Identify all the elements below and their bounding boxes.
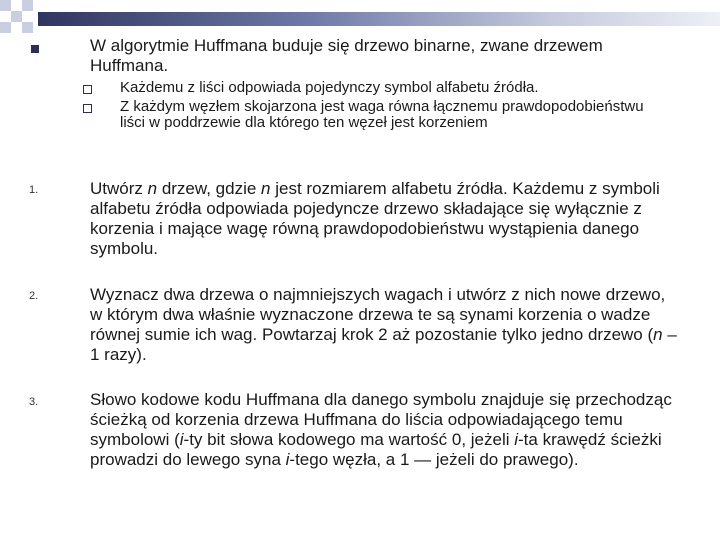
deco-square [0, 22, 11, 33]
step-text-italic: n [147, 179, 158, 198]
step-text-part: – 1 razy). [90, 325, 677, 364]
step-number: 2. [29, 290, 39, 302]
subitem-text: Z każdym węzłem skojarzona jest waga równa łącznemu prawdopodobieństwu liści w poddrzewie dla którego ten węzeł jest korzeniem [120, 98, 644, 131]
step-text-italic: n [261, 179, 271, 198]
deco-square [0, 0, 11, 11]
subitem-text: Każdemu z liści odpowiada pojedynczy symbol alfabetu źródła. [120, 79, 539, 96]
step-number: 3. [29, 396, 39, 408]
step-text-part: Wyznacz dwa drzewa o najmniejszych wagach i utwórz z nich nowe drzewo, w którym dwa właśnie wyznaczone drzewa te są synami korzenia o wadze równej sumie ich wag. Powtarzaj krok 2 aż pozostanie tylko jedno drzewo ( [90, 285, 666, 344]
step-text [90, 285, 680, 365]
step-text [90, 179, 680, 259]
step-text-italic: i [285, 450, 290, 469]
square-bullet-icon [31, 45, 39, 53]
hollow-square-bullet-icon [83, 85, 92, 94]
step-text-part: -ta krawędź ścieżki prowadzi do lewego syna [90, 430, 662, 469]
hollow-square-bullet-icon [83, 104, 92, 113]
step-text-italic: n [653, 325, 663, 344]
step-text-part: -tego węzła, a 1 — jeżeli do prawego). [289, 450, 579, 469]
deco-square [22, 0, 33, 11]
deco-square [22, 22, 33, 33]
step-text-part: Słowo kodowe kodu Huffmana dla danego symbolu znajduje się przechodząc ścieżką od korzenia drzewa Huffmana do liścia odpowiadającego temu symbolowi ( [90, 390, 672, 449]
step-text-part: jest rozmiarem alfabetu źródła. Każdemu z symboli alfabetu źródła odpowiada pojedyncze drzewo składające się wyłącznie z korzenia i mające wagę równą prawdopodobieństwu wystąpienia danego symbolu. [90, 179, 660, 258]
step-text-part: -ty bit słowa kodowego ma wartość 0, jeżeli [183, 430, 515, 449]
step-text-italic: i [179, 430, 184, 449]
header-gradient-bar [38, 12, 720, 26]
step-text-part: drzew, gdzie [157, 179, 262, 198]
step-text-italic: i [514, 430, 519, 449]
deco-square [11, 11, 22, 22]
step-number: 1. [29, 184, 39, 196]
intro-text: W algorytmie Huffmana buduje się drzewo binarne, zwane drzewem Huffmana. [90, 36, 603, 75]
step-text [90, 390, 680, 470]
step-text-part: Utwórz [90, 179, 148, 198]
